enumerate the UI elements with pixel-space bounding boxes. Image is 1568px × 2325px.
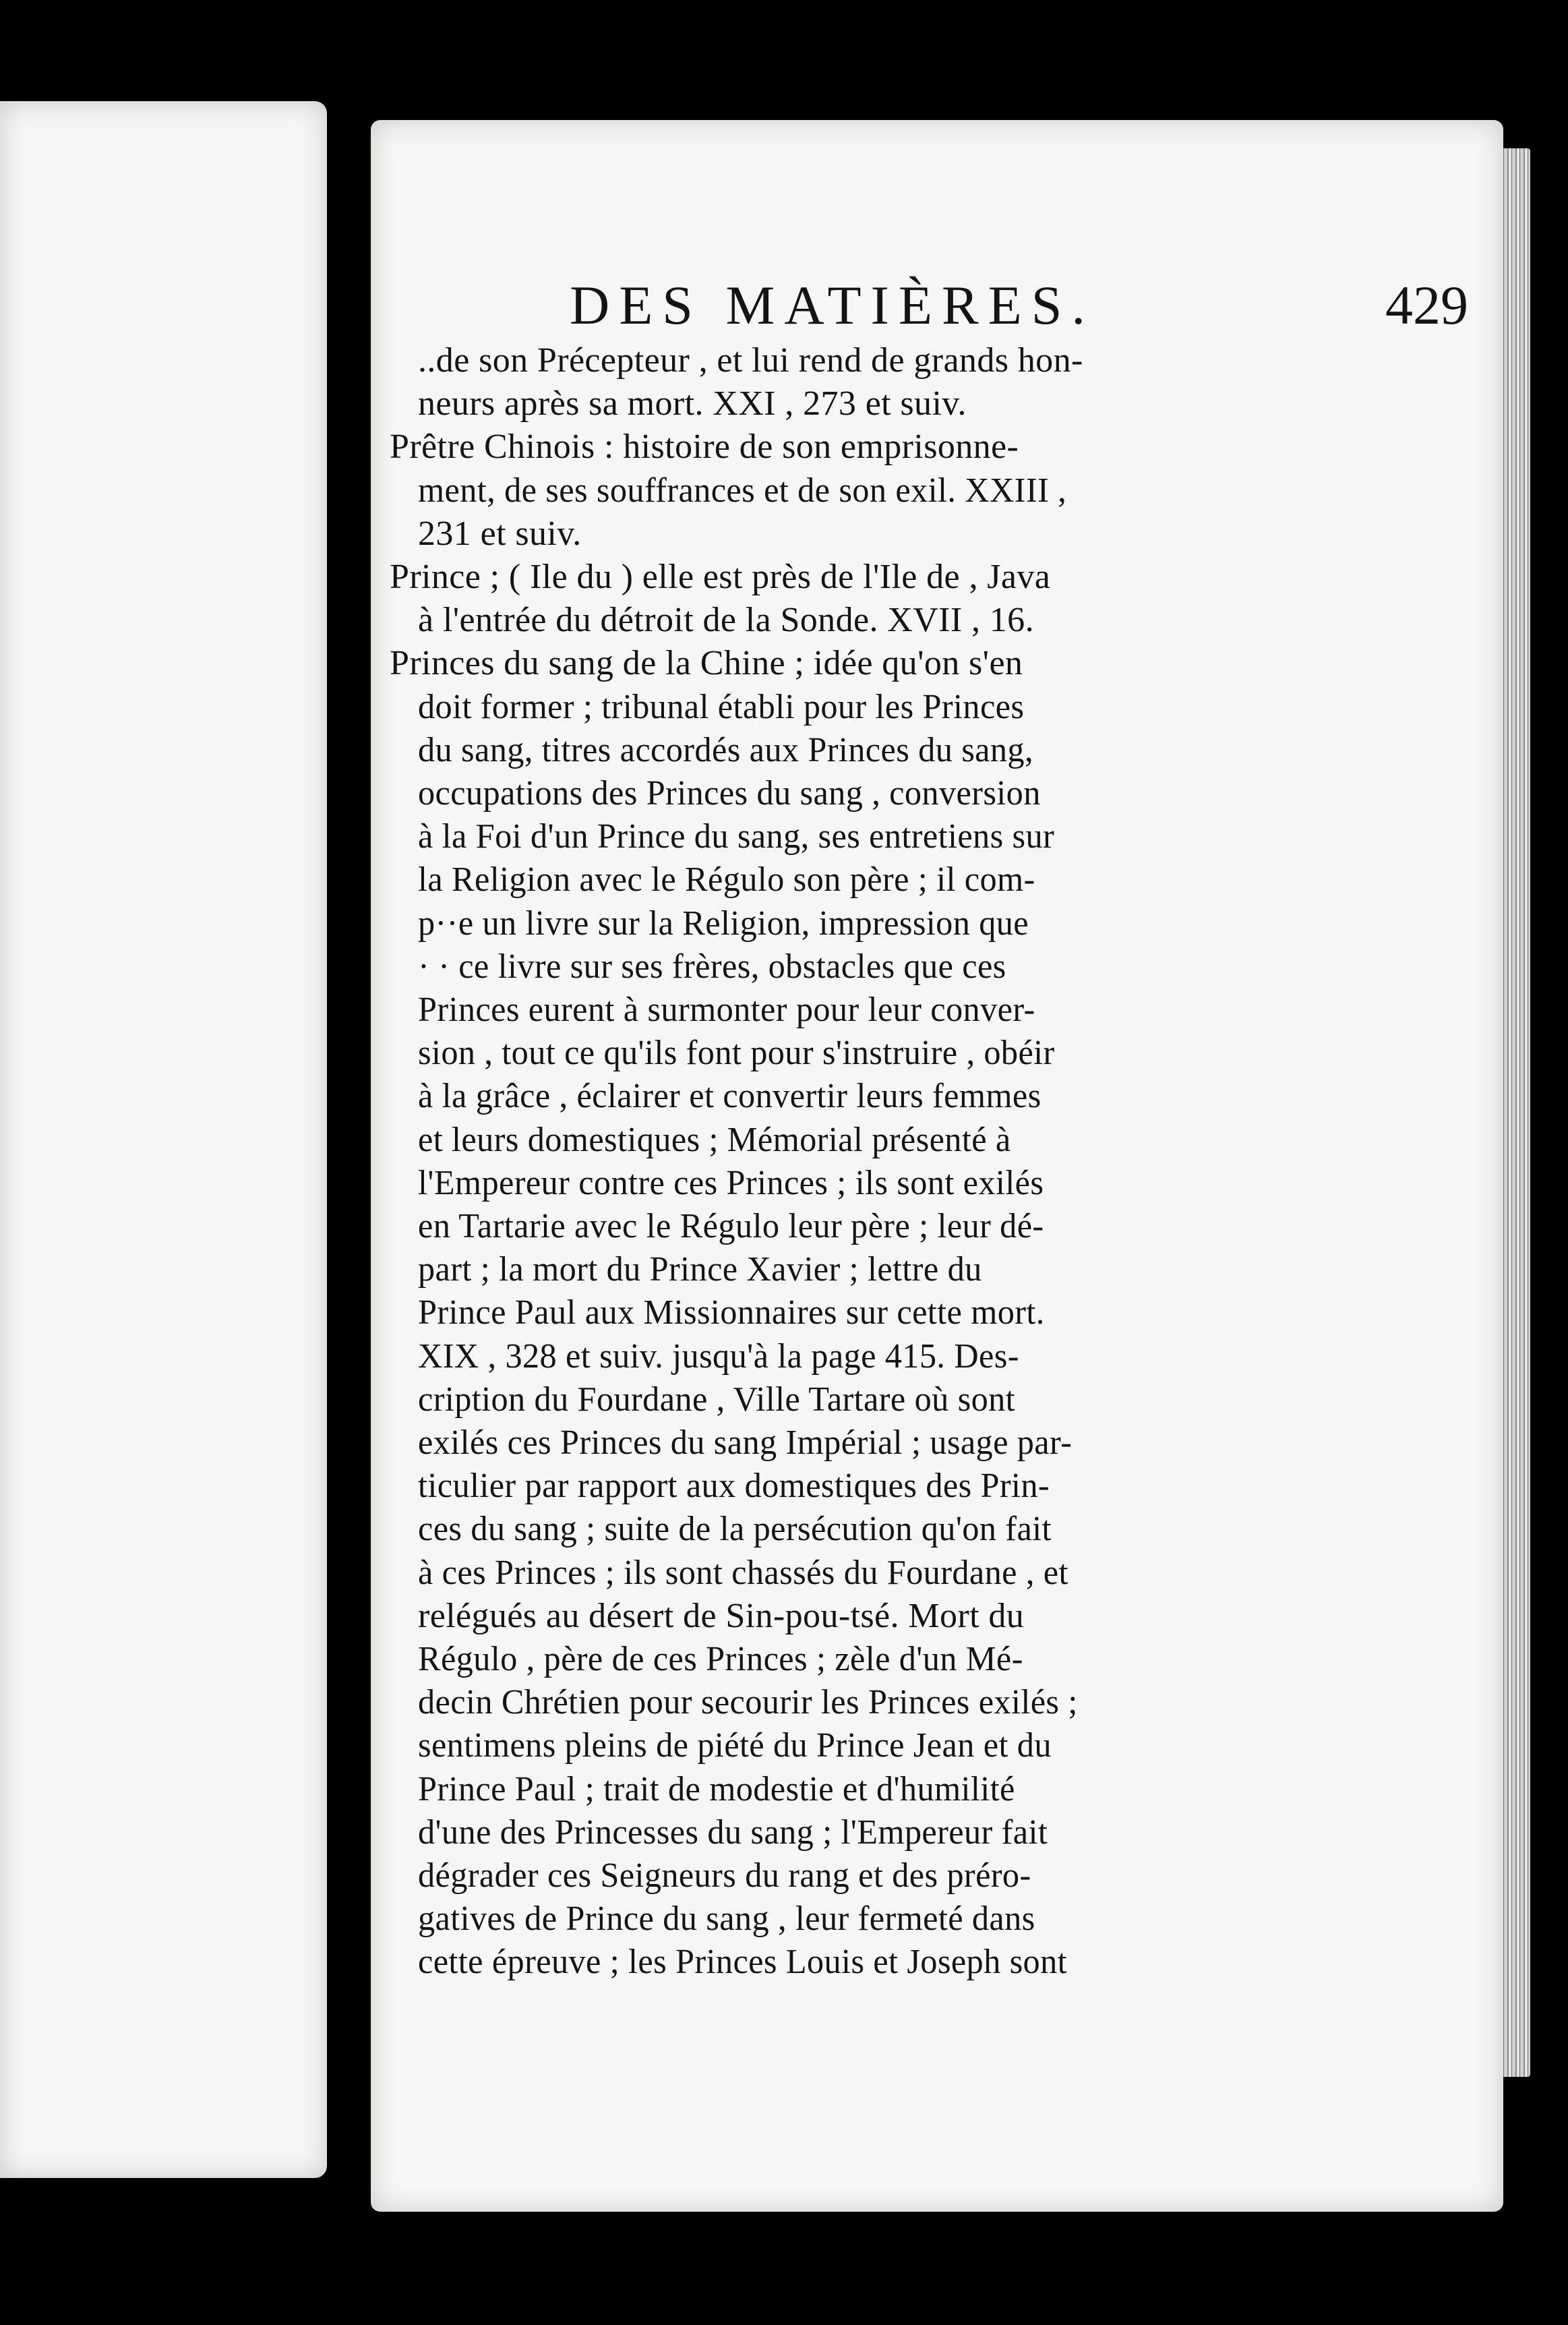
index-line: du sang, titres accordés aux Princes du sang, (418, 730, 1033, 769)
index-line: ticulier par rapport aux domestiques des Prin- (418, 1467, 1050, 1506)
index-line: ..de son Précepteur , et lui rend de grands hon- (418, 341, 1083, 380)
index-line: part ; la mort du Prince Xavier ; lettre du (418, 1250, 982, 1289)
index-line: Prince Paul aux Missionnaires sur cette mort. (418, 1293, 1045, 1332)
index-line: sentimens pleins de piété du Prince Jean et du (418, 1726, 1052, 1765)
index-line: neurs après sa mort. XXI , 273 et suiv. (418, 384, 967, 423)
index-line: · · ce livre sur ses frères, obstacles que ces (418, 947, 1006, 986)
index-line: d'une des Princesses du sang ; l'Empereur fait (418, 1813, 1048, 1852)
index-line: p··e un livre sur la Religion, impression que (418, 904, 1029, 943)
index-line: exilés ces Princes du sang Impérial ; usage par- (418, 1423, 1073, 1462)
index-line: l'Empereur contre ces Princes ; ils sont exilés (418, 1163, 1044, 1202)
index-line: 231 et suiv. (418, 514, 582, 553)
running-head (570, 274, 1480, 348)
index-line: Régulo , père de ces Princes ; zèle d'un Mé- (418, 1640, 1023, 1678)
index-line: gatives de Prince du sang , leur fermeté dans (418, 1900, 1035, 1939)
index-line: Princes du sang de la Chine ; idée qu'on s'en (390, 644, 1023, 683)
right-page (371, 120, 1503, 2212)
index-line: dégrader ces Seigneurs du rang et des préro- (418, 1856, 1031, 1895)
index-line: ment, de ses souffrances et de son exil. XXIII , (418, 471, 1067, 510)
index-line: decin Chrétien pour secourir les Princes exilés ; (418, 1683, 1078, 1722)
index-line: Prince Paul ; trait de modestie et d'humilité (418, 1769, 1015, 1808)
index-line: cription du Fourdane , Ville Tartare où sont (418, 1380, 1016, 1419)
index-line: Prêtre Chinois : histoire de son emprisonne- (390, 428, 1019, 467)
index-line: à la Foi d'un Prince du sang, ses entretiens sur (418, 817, 1055, 856)
index-line: Prince ; ( Ile du ) elle est près de l'Ile de , Java (390, 558, 1051, 596)
index-line: occupations des Princes du sang , conversion (418, 774, 1041, 813)
running-title: DES MATIÈRES. (570, 274, 1095, 336)
left-page (0, 101, 327, 2178)
index-line: relégués au désert de Sin-pou-tsé. Mort du (418, 1596, 1025, 1635)
index-line: doit former ; tribunal établi pour les Princes (418, 687, 1025, 726)
page-number: 429 (1385, 274, 1468, 336)
index-line: XIX , 328 et suiv. jusqu'à la page 415. Des- (418, 1336, 1019, 1376)
index-line: à ces Princes ; ils sont chassés du Fourdane , et (418, 1553, 1068, 1592)
index-line: en Tartarie avec le Régulo leur père ; leur dé- (418, 1207, 1044, 1245)
index-line: à l'entrée du détroit de la Sonde. XVII , 16. (418, 601, 1034, 640)
index-line: ces du sang ; suite de la persécution qu'on fait (418, 1510, 1052, 1549)
index-line: à la grâce , éclairer et convertir leurs femmes (418, 1077, 1042, 1116)
index-line: la Religion avec le Régulo son père ; il com- (418, 860, 1035, 900)
index-line: Princes eurent à surmonter pour leur conver- (418, 991, 1035, 1029)
index-line: cette épreuve ; les Princes Louis et Joseph sont (418, 1943, 1067, 1982)
index-line: sion , tout ce qu'ils font pour s'instruire , obéir (418, 1034, 1055, 1073)
index-line: et leurs domestiques ; Mémorial présenté à (418, 1120, 1011, 1159)
